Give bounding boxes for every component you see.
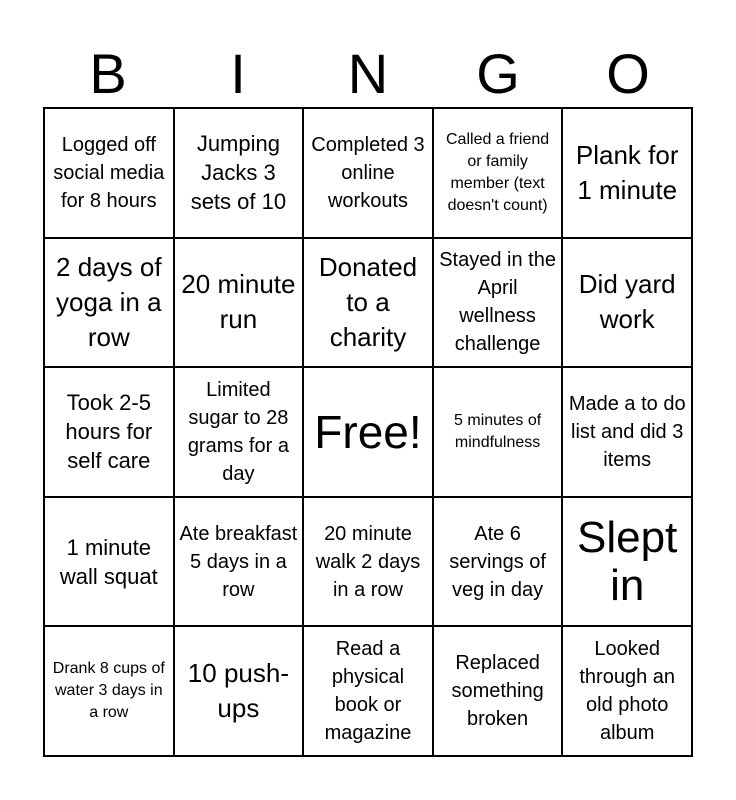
bingo-cell[interactable] — [44, 108, 174, 238]
cell-text: Slept in — [577, 512, 678, 610]
header-letter-g: G — [476, 42, 520, 105]
bingo-cell[interactable] — [174, 238, 304, 368]
free-space-cell[interactable] — [303, 367, 433, 497]
cell-text: 10 push-ups — [187, 658, 289, 724]
cell-text: Called a friend or family member (text doesn't count) — [446, 130, 550, 214]
bingo-cell[interactable] — [44, 367, 174, 497]
cell-text: Free! — [314, 405, 422, 458]
bingo-cell[interactable] — [303, 238, 433, 368]
cell-text: 20 minute walk 2 days in a row — [315, 522, 421, 601]
cell-text: Stayed in the April wellness challenge — [439, 249, 556, 356]
bingo-cell[interactable] — [562, 497, 692, 627]
bingo-header — [43, 40, 693, 108]
cell-text: Donated to a charity — [318, 251, 418, 352]
bingo-cell[interactable] — [433, 108, 563, 238]
cell-text: 5 minutes of mindfulness — [454, 411, 542, 451]
bingo-cell[interactable] — [562, 367, 692, 497]
cell-text: 2 days of yoga in a row — [56, 251, 162, 352]
bingo-cell[interactable] — [433, 497, 563, 627]
bingo-cell[interactable] — [562, 626, 692, 756]
bingo-cell[interactable] — [433, 367, 563, 497]
cell-text: Ate breakfast 5 days in a row — [179, 522, 298, 601]
bingo-cell[interactable] — [44, 238, 174, 368]
cell-text: Limited sugar to 28 grams for a day — [187, 378, 289, 485]
header-letter-b: B — [89, 42, 127, 105]
bingo-cell[interactable] — [562, 238, 692, 368]
cell-text: Completed 3 online workouts — [311, 133, 425, 212]
header-letter-o: O — [606, 42, 650, 105]
bingo-cell[interactable] — [562, 108, 692, 238]
cell-text: Read a physical book or magazine — [324, 638, 412, 745]
header-letter-i: I — [230, 42, 246, 105]
cell-text: 20 minute run — [181, 269, 296, 335]
cell-text: Drank 8 cups of water 3 days in a row — [52, 660, 165, 722]
cell-text: Ate 6 servings of veg in day — [449, 522, 546, 601]
bingo-cell[interactable] — [433, 626, 563, 756]
cell-text: Took 2-5 hours for self care — [65, 390, 153, 474]
bingo-cell[interactable] — [303, 108, 433, 238]
bingo-cell[interactable] — [174, 367, 304, 497]
cell-text: Looked through an old photo album — [579, 638, 676, 745]
bingo-cell[interactable] — [174, 497, 304, 627]
bingo-cell[interactable] — [433, 238, 563, 368]
bingo-cell[interactable] — [44, 497, 174, 627]
bingo-cell[interactable] — [44, 626, 174, 756]
cell-text: Logged off social media for 8 hours — [53, 133, 165, 212]
bingo-cell[interactable] — [303, 497, 433, 627]
header-letter-n: N — [347, 42, 389, 105]
bingo-cell[interactable] — [303, 626, 433, 756]
cell-text: Made a to do list and did 3 items — [568, 392, 686, 471]
bingo-board — [43, 107, 693, 757]
cell-text: Jumping Jacks 3 sets of 10 — [190, 131, 287, 215]
bingo-cell[interactable] — [174, 108, 304, 238]
cell-text: Did yard work — [578, 269, 676, 335]
bingo-cell[interactable] — [174, 626, 304, 756]
cell-text: Plank for 1 minute — [575, 139, 679, 205]
cell-text: Replaced something broken — [451, 652, 544, 731]
cell-text: 1 minute wall squat — [59, 534, 158, 589]
